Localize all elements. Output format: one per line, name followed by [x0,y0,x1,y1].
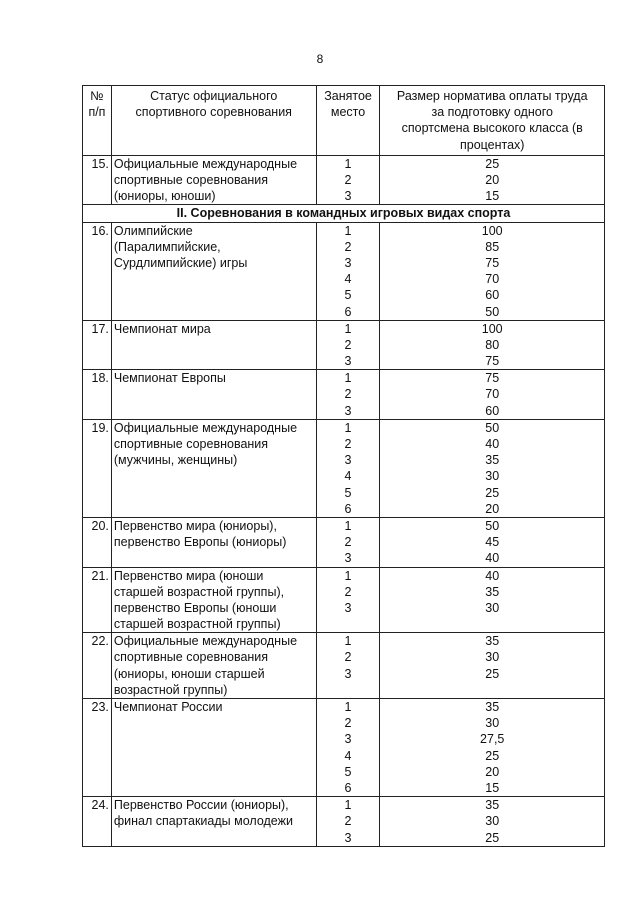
table-row [83,567,605,633]
header-status-line: спортивного соревнования [135,105,292,120]
norm-value: 45 [485,535,500,550]
competition-status [111,419,316,517]
competition-status [111,155,316,205]
status-line: Официальные международные [113,156,298,171]
norm-value: 30 [485,600,500,615]
header-place-line: место [330,105,366,120]
status-line: старшей возрастной группы) [113,617,281,632]
header-norm-line: за подготовку одного [431,105,553,120]
norm-table [82,85,605,847]
norms-cell [380,699,605,797]
status-line: (юниоры, юноши старшей [113,666,265,681]
place-value: 1 [344,420,352,435]
place-value: 2 [344,437,352,452]
norm-value: 40 [485,568,500,583]
norm-value: 50 [485,304,500,319]
header-norm-line: процентах) [459,137,525,152]
place-value: 3 [344,551,352,566]
competition-status [111,699,316,797]
place-value: 2 [344,814,352,829]
status-line: Чемпионат мира [113,321,211,336]
norms-cell [380,567,605,633]
place-value: 3 [344,255,352,270]
competition-status [111,797,316,847]
norm-value: 100 [481,223,503,238]
norm-value: 15 [485,780,500,795]
place-value: 3 [344,732,352,747]
places-cell [316,633,380,699]
place-value: 2 [344,716,352,731]
norm-value: 20 [485,764,500,779]
row-number: 17. [83,320,112,370]
competition-status [111,370,316,420]
place-value: 6 [344,304,352,319]
status-line: Сурдлимпийские) игры [113,255,248,270]
norm-value: 30 [485,716,500,731]
header-place [316,86,380,156]
place-value: 2 [344,535,352,550]
place-value: 1 [344,798,352,813]
norm-value: 60 [485,288,500,303]
row-number: 23. [83,699,112,797]
status-line: старшей возрастной группы), [113,584,285,599]
places-cell [316,222,380,320]
norms-cell [380,222,605,320]
row-number: 22. [83,633,112,699]
header-norm [380,86,605,156]
page-number: 8 [316,52,324,66]
norm-value: 40 [485,551,500,566]
norm-value: 35 [485,453,500,468]
place-value: 2 [344,173,352,187]
place-value: 1 [344,634,352,649]
table-row [83,155,605,205]
status-line: первенство Европы (юноши [113,600,277,615]
row-number: 24. [83,797,112,847]
header-number [83,86,112,156]
status-line: первенство Европы (юниоры) [113,535,287,550]
place-value: 5 [344,485,352,500]
table-row [83,320,605,370]
table-row [83,222,605,320]
place-value: 1 [344,156,352,171]
competition-status [111,517,316,567]
norm-value: 27,5 [480,732,505,747]
places-cell [316,320,380,370]
places-cell [316,155,380,205]
norm-value: 60 [485,403,500,418]
status-line: Официальные международные [113,634,298,649]
place-value: 2 [344,387,352,402]
norm-value: 75 [485,371,500,386]
norm-value: 25 [485,748,500,763]
places-cell [316,419,380,517]
competition-status [111,222,316,320]
status-line: Чемпионат России [113,700,223,715]
header-place-line: Занятое [324,89,372,103]
place-value: 4 [344,469,352,484]
norm-value: 35 [485,798,500,813]
status-line: Первенство России (юниоры), [113,798,289,813]
status-line: Чемпионат Европы [113,371,226,386]
places-cell [316,370,380,420]
place-value: 1 [344,568,352,583]
status-line: спортивные соревнования [113,173,269,187]
status-line: Первенство мира (юноши [113,568,264,583]
table-row [83,797,605,847]
norm-value: 35 [485,634,500,649]
row-number: 19. [83,419,112,517]
status-line: спортивные соревнования [113,650,269,665]
norm-value: 75 [485,354,500,369]
place-value: 2 [344,337,352,352]
place-value: 1 [344,700,352,715]
table-row [83,370,605,420]
header-norm-line: Размер норматива оплаты труда [396,89,588,103]
competition-status [111,633,316,699]
norm-value: 25 [485,485,500,500]
norm-value: 25 [485,830,500,845]
norm-value: 20 [485,501,500,516]
norm-value: 20 [485,173,500,187]
competition-status [111,567,316,633]
place-value: 3 [344,189,352,204]
header-status [111,86,316,156]
norm-value: 75 [485,255,500,270]
norm-value: 15 [485,189,500,204]
norm-value: 25 [485,666,500,681]
status-line: Официальные международные [113,420,298,435]
status-line: спортивные соревнования [113,437,269,452]
norm-value: 70 [485,387,500,402]
place-value: 4 [344,272,352,287]
table-row [83,419,605,517]
place-value: 5 [344,288,352,303]
norm-value: 70 [485,272,500,287]
place-value: 6 [344,501,352,516]
places-cell [316,567,380,633]
section-heading: II. Соревнования в командных игровых видах спорта [83,205,605,222]
norm-value: 30 [485,814,500,829]
norm-value: 85 [485,239,500,254]
competition-status [111,320,316,370]
norm-value: 50 [485,518,500,533]
place-value: 2 [344,239,352,254]
norms-cell [380,370,605,420]
place-value: 4 [344,748,352,763]
norm-value: 100 [481,321,503,336]
norms-cell [380,517,605,567]
place-value: 1 [344,321,352,336]
status-line: (Паралимпийские, [113,239,221,254]
norm-value: 35 [485,584,500,599]
row-number: 15. [83,155,112,205]
norms-cell [380,419,605,517]
row-number: 21. [83,567,112,633]
status-line: Олимпийские [113,223,193,238]
norms-cell [380,320,605,370]
table-body [83,155,605,846]
place-value: 3 [344,830,352,845]
header-status-line: Статус официального [150,89,278,103]
place-value: 5 [344,764,352,779]
norms-cell [380,633,605,699]
place-value: 3 [344,453,352,468]
place-value: 3 [344,354,352,369]
header-number-line: п/п [88,105,106,120]
norms-cell [380,155,605,205]
norm-value: 35 [485,700,500,715]
place-value: 1 [344,371,352,386]
norm-value: 40 [485,437,500,452]
norm-value: 80 [485,337,500,352]
header-number-line: № [90,89,104,103]
place-value: 3 [344,403,352,418]
status-line: возрастной группы) [113,682,228,697]
norm-value: 25 [485,156,500,171]
norm-value: 30 [485,650,500,665]
table-row [83,517,605,567]
norm-value: 30 [485,469,500,484]
status-line: финал спартакиады молодежи [113,814,293,829]
row-number: 16. [83,222,112,320]
norms-cell [380,797,605,847]
place-value: 6 [344,780,352,795]
header-norm-line: спортсмена высокого класса (в [401,121,583,136]
place-value: 3 [344,600,352,615]
row-number: 20. [83,517,112,567]
place-value: 3 [344,666,352,681]
places-cell [316,699,380,797]
place-value: 1 [344,223,352,238]
table-row [83,699,605,797]
status-line: Первенство мира (юниоры), [113,518,277,533]
status-line: (мужчины, женщины) [113,453,238,468]
table-row [83,633,605,699]
place-value: 2 [344,584,352,599]
status-line: (юниоры, юноши) [113,189,216,204]
places-cell [316,797,380,847]
section-heading-row [83,205,605,222]
row-number: 18. [83,370,112,420]
places-cell [316,517,380,567]
place-value: 1 [344,518,352,533]
place-value: 2 [344,650,352,665]
norm-value: 50 [485,420,500,435]
table-header-row [83,86,605,156]
